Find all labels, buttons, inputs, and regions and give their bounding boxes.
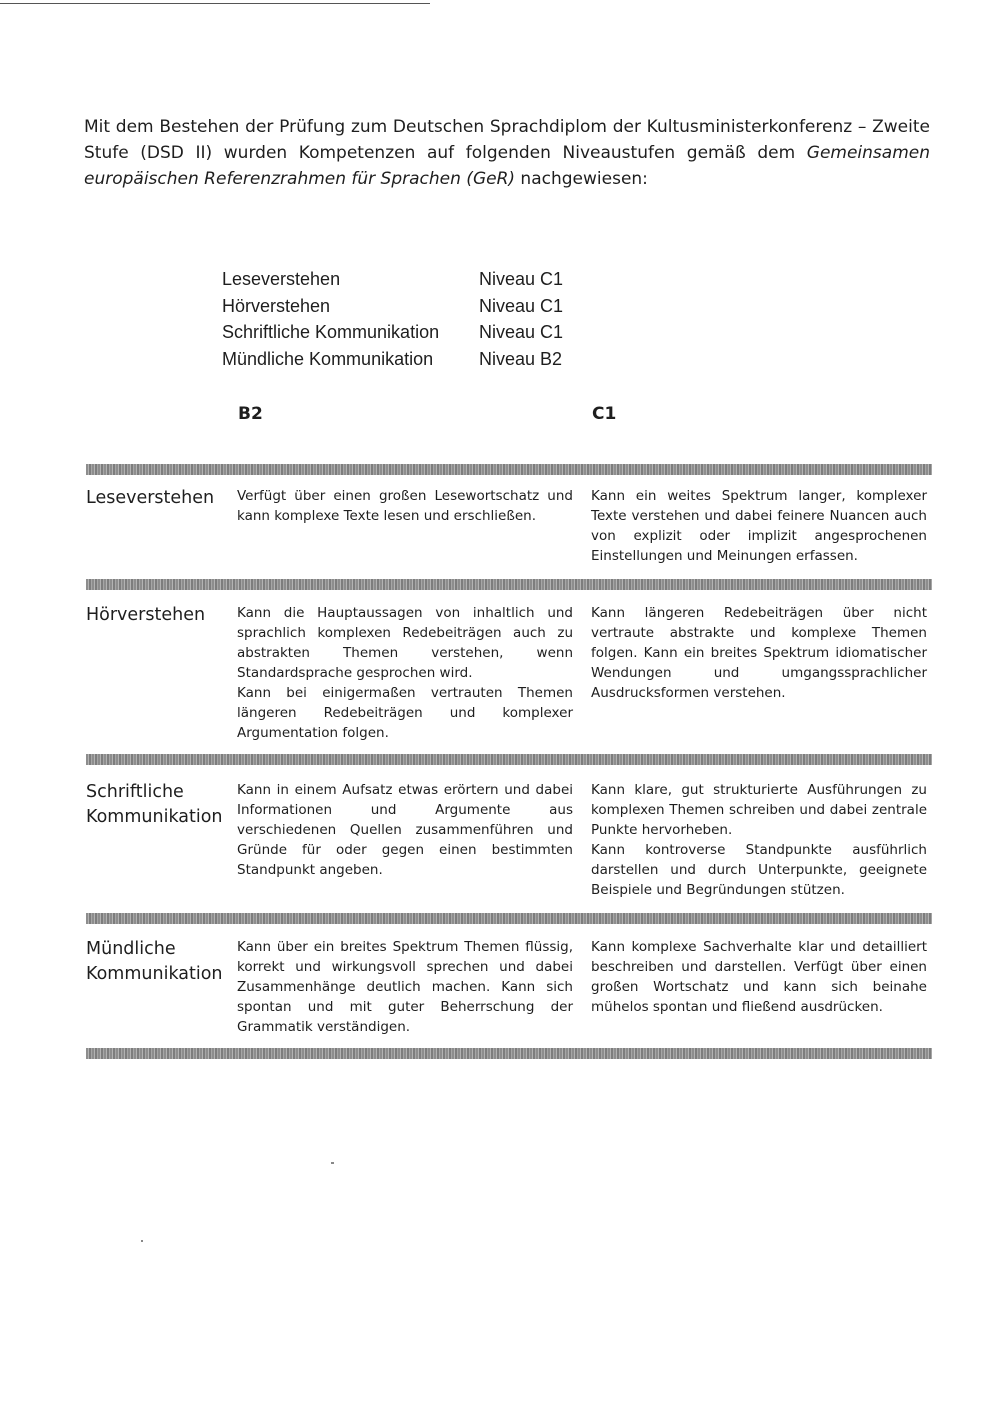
level-row — [222, 293, 563, 320]
table-divider — [86, 464, 932, 475]
table-divider — [86, 913, 932, 924]
row-skill: Schriftliche Kommunikation — [86, 782, 223, 827]
row-c1-description: Kann längeren Redebeiträgen über nicht vertraute abstrakte und komplexe Themen folgen. Kann ein breites Spektrum idiomatischer Wendungen und umgangssprachlicher Ausdrucksformen verstehen. — [591, 605, 927, 701]
level-skill: Mündliche Kommunikation — [222, 348, 434, 369]
column-header-c1: C1 — [592, 404, 617, 424]
intro-text-italic: Gemeinsamen europäischen Referenzrahmen für Sprachen (GeR) — [84, 143, 930, 189]
scan-speck — [331, 1162, 334, 1164]
scan-edge-line — [0, 3, 430, 4]
row-c1-description: Kann klare, gut strukturierte Ausführungen zu komplexen Themen schreiben und dabei zentrale Punkte hervorheben. Kann kontroverse Standpunkte ausführlich darstellen und durch Unterpunkte, geeignete Beispiele und Begründungen stützen. — [591, 782, 927, 898]
scan-speck — [141, 1240, 143, 1242]
level-skill: Hörverstehen — [222, 295, 331, 316]
intro-text-2: nachgewiesen: — [515, 169, 648, 189]
level-value: Niveau C1 — [479, 322, 564, 342]
level-skill: Schriftliche Kommunikation — [222, 322, 440, 342]
level-row — [222, 346, 563, 373]
column-header-b2: B2 — [238, 404, 263, 424]
row-b2-description: Kann über ein breites Spektrum Themen flüssig, korrekt und wirkungsvoll sprechen und dabei Zusammenhänge deutlich machen. Kann sich spontan und mit guter Beherrschung der Grammatik verständigen. — [237, 939, 573, 1035]
row-c1-description: Kann ein weites Spektrum langer, komplexer Texte verstehen und dabei feinere Nuancen auch von explizit oder implizit angesprochenen Einstellungen und Meinungen erfassen. — [591, 488, 927, 564]
level-summary — [222, 266, 563, 372]
level-skill: Leseverstehen — [222, 269, 341, 289]
intro-paragraph — [84, 114, 930, 192]
row-b2-description: Kann in einem Aufsatz etwas erörtern und dabei Informationen und Argumente aus verschiedenen Quellen zusammenführen und Gründe für oder gegen einen bestimmten Standpunkt angeben. — [237, 782, 573, 878]
table-divider — [86, 579, 932, 590]
level-row — [222, 266, 563, 293]
row-skill: Leseverstehen — [86, 488, 215, 508]
row-skill: Mündliche Kommunikation — [86, 939, 223, 984]
level-value: Niveau C1 — [479, 295, 564, 316]
row-b2-description: Kann die Hauptaussagen von inhaltlich und sprachlich komplexen Redebeiträgen auch zu abstrakten Themen verstehen, wenn Standardsprache gesprochen wird. Kann bei einigermaßen vertrauten Themen längeren Redebeiträgen und komplexer Argumentation folgen. — [237, 605, 573, 741]
intro-text-1: Mit dem Bestehen der Prüfung zum Deutschen Sprachdiplom der Kultusministerkonferenz – Zweite Stufe (DSD II) wurden Kompetenzen auf folgenden Niveaustufen gemäß dem — [84, 117, 930, 163]
level-row — [222, 319, 563, 346]
level-value: Niveau B2 — [479, 348, 563, 369]
row-c1-description: Kann komplexe Sachverhalte klar und detailliert beschreiben und darstellen. Verfügt über einen großen Wortschatz und kann sich beinahe mühelos spontan und fließend ausdrücken. — [591, 939, 927, 1015]
row-b2-description: Verfügt über einen großen Lesewortschatz und kann komplexe Texte lesen und erschließen. — [237, 488, 573, 524]
level-value: Niveau C1 — [479, 269, 564, 289]
row-skill: Hörverstehen — [86, 605, 206, 625]
table-divider — [86, 1048, 932, 1059]
table-divider — [86, 754, 932, 765]
